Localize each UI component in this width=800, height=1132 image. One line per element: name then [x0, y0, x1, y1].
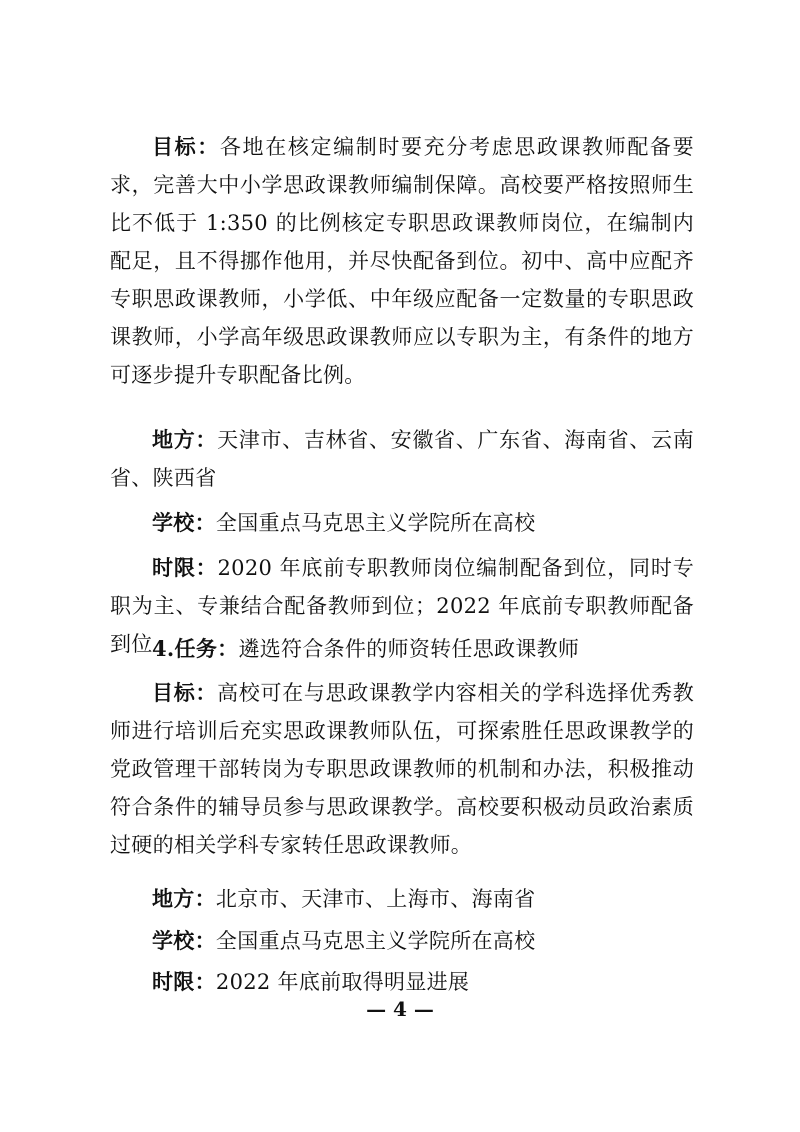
paragraph-text: 北京市、天津市、上海市、海南省	[215, 887, 536, 911]
paragraph-text: 高校可在与思政课教学内容相关的学科选择优秀教师进行培训后充实思政课教师队伍，可探索胜任思政课教学的党政管理干部转岗为专职思政课教师的机制和办法，积极推动符合条件的辅导员参与思政课教学。高校要积极动员政治素质过硬的相关学科专家转任思政课教师。	[110, 681, 694, 857]
paragraph-text: 2022 年底前取得明显进展	[215, 970, 470, 994]
region-paragraph-2	[110, 880, 694, 918]
paragraph-label: 目标：	[152, 680, 218, 705]
paragraph-label: 时限：	[152, 555, 218, 580]
region-paragraph-1	[110, 421, 694, 497]
page-number: — 4 —	[366, 997, 434, 1021]
paragraph-label: 地方：	[152, 427, 218, 452]
paragraph-text: 全国重点马克思主义学院所在高校	[215, 511, 536, 535]
goal-paragraph-1	[110, 128, 694, 394]
paragraph-label: 目标：	[152, 134, 220, 159]
paragraph-label: 时限：	[152, 969, 216, 994]
school-paragraph-2	[110, 922, 694, 960]
goal-paragraph-2	[110, 674, 694, 864]
paragraph-label: 地方：	[152, 886, 216, 911]
paragraph-label: 学校：	[152, 928, 216, 953]
paragraph-label: 4.任务：	[152, 636, 239, 661]
paragraph-text: 天津市、吉林省、安徽省、广东省、海南省、云南省、陕西省	[110, 428, 694, 490]
paragraph-text: 全国重点马克思主义学院所在高校	[215, 929, 536, 953]
paragraph-text: 2020 年底前专职教师岗位编制配备到位，同时专职为主、专兼结合配备教师到位；2022 年底前专职教师配备到位	[110, 556, 694, 656]
school-paragraph-1	[110, 504, 694, 542]
paragraph-label: 学校：	[152, 510, 216, 535]
paragraph-text: 各地在核定编制时要充分考虑思政课教师配备要求，完善大中小学思政课教师编制保障。高校要严格按照师生比不低于 1:350 的比例核定专职思政课教师岗位，在编制内配足，且不得挪作他用，并尽快配备到位。初中、高中应配齐专职思政课教师，小学低、中年级应配备一定数量的专职思政课教师，小学高年级思政课教师应以专职为主，有条件的地方可逐步提升专职配备比例。	[110, 135, 694, 387]
task-heading-4	[110, 630, 694, 668]
paragraph-text: 遴选符合条件的师资转任思政课教师	[238, 637, 580, 661]
